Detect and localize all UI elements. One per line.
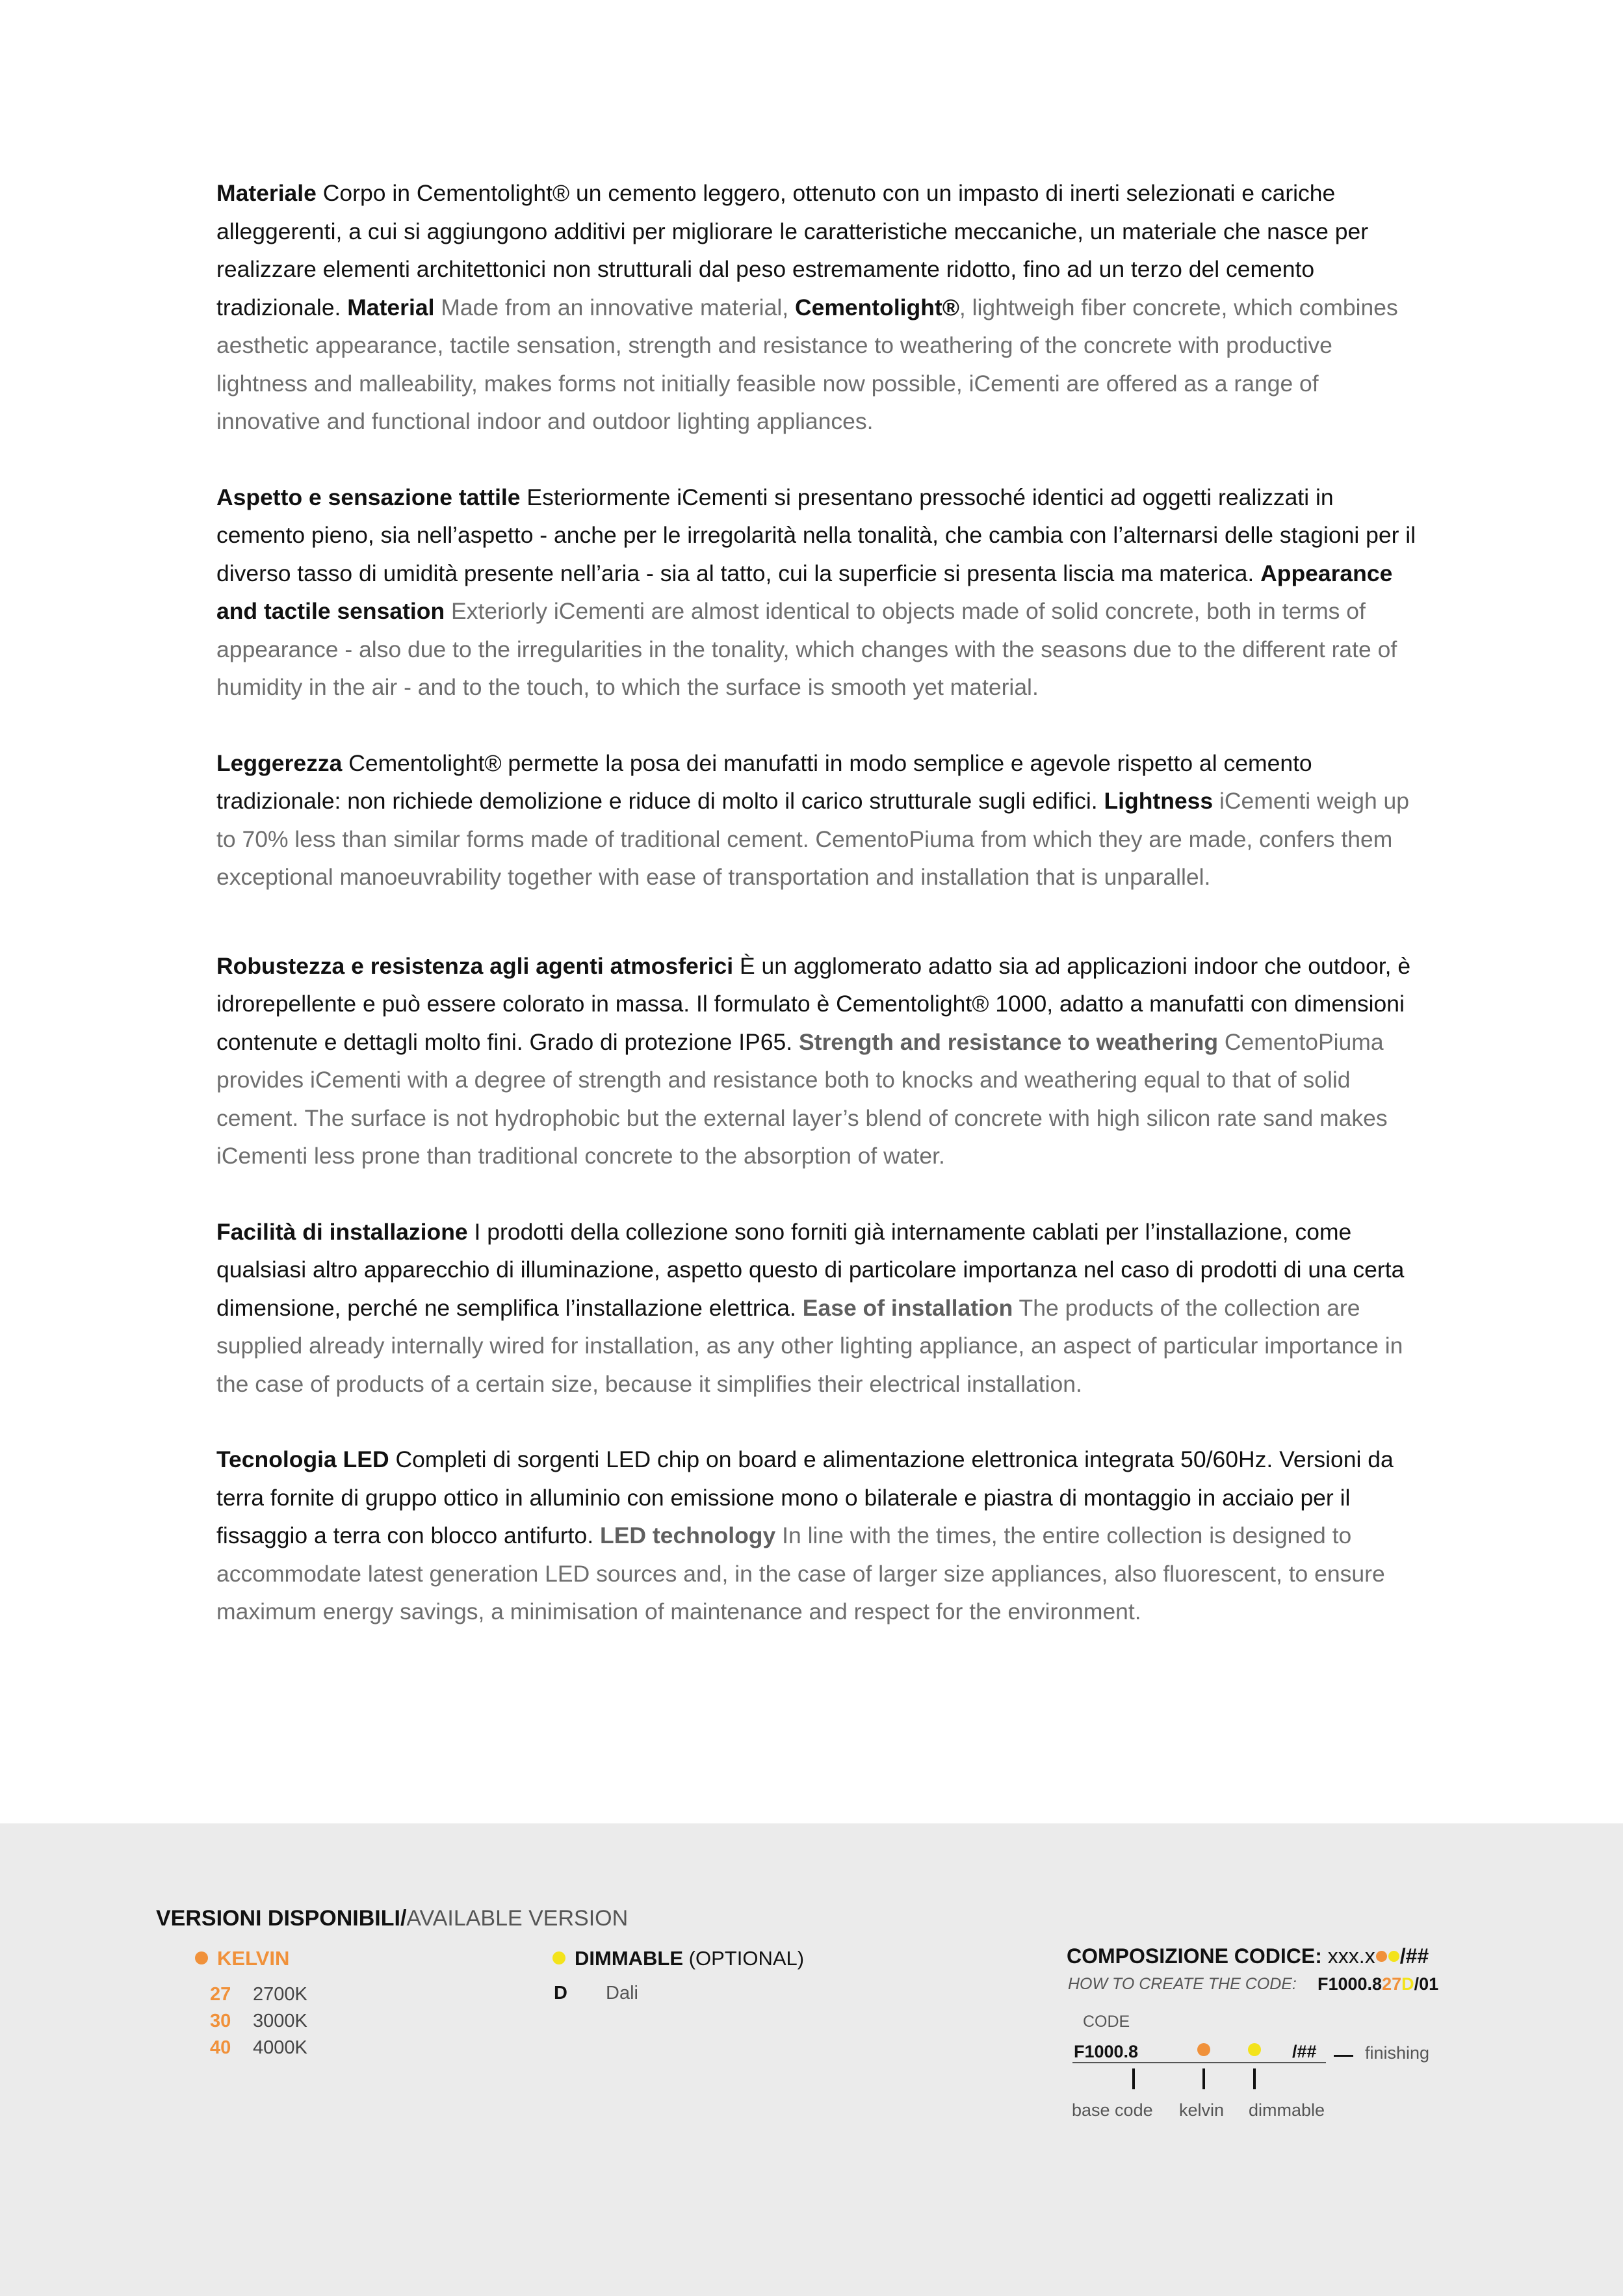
finishing-label: finishing <box>1365 2043 1430 2063</box>
versions-title <box>156 1906 628 1931</box>
paragraph-text-en: Made from an innovative material, <box>441 294 789 320</box>
paragraph-heading-en: Lightness <box>1104 788 1214 814</box>
paragraph-text-it: Esteriormente iCementi si presentano pressoché identici ad oggetti realizzati in cemento pieno, sia nell’aspetto - anche per le irregolarità nella tonalità, che cambia con l’alternarsi delle stagioni per il diverso tasso di umidità presente nell’aria - sia al tatto, cui la superficie si presenta liscia ma materica. <box>216 484 1416 586</box>
dimmable-value: Dali <box>606 1983 638 2003</box>
finishing-dash <box>1334 2055 1353 2057</box>
paragraph-text-en-continued: , lightweigh fiber concrete, which combines aesthetic appearance, tactile sensation, strength and resistance to weathering of the concrete with productive lightness and malleability, makes forms not initially feasible now possible, iCementi are offered as a range of innovative and functional indoor and outdoor lighting appliances. <box>216 294 1398 434</box>
paragraph-bold-en: Cementolight® <box>794 294 959 320</box>
paragraph-heading-en: Strength and resistance to weathering <box>798 1028 1219 1055</box>
versions-title-sub: AVAILABLE VERSION <box>406 1906 629 1931</box>
code-example-kelvin: 27 <box>1382 1974 1402 1994</box>
paragraph-heading-it: Aspetto e sensazione tattile <box>216 484 521 510</box>
kelvin-row <box>210 2037 307 2059</box>
code-example-dimmable: D <box>1401 1974 1414 1994</box>
paragraph-appearance <box>216 478 1419 707</box>
dimmable-heading-label: DIMMABLE <box>575 1947 684 1970</box>
code-dimmable-slot <box>1248 2043 1261 2056</box>
code-composition-title <box>1067 1944 1429 1968</box>
dimmable-heading-suffix: (OPTIONAL) <box>688 1947 805 1970</box>
dimmable-heading <box>552 1947 804 1970</box>
code-composition-subtitle: HOW TO CREATE THE CODE: <box>1068 1975 1297 1993</box>
code-kelvin-slot <box>1197 2043 1210 2056</box>
code-composition-title-label: COMPOSIZIONE CODICE: <box>1067 1944 1322 1968</box>
paragraph-text-en: In line with the times, the entire collection is designed to accommodate latest generation LED sources and, in the case of larger size appliances, also fluorescent, to ensure maximum energy savings, a minimisation of maintenance and respect for the environment. <box>216 1522 1385 1624</box>
code-example-base: F1000.8 <box>1318 1974 1383 1994</box>
paragraph-text-en: CementoPiuma provides iCementi with a degree of strength and resistance both to knocks and weathering equal to that of solid cement. The surface is not hydrophobic but the external layer’s blend of concrete with high silicon rate sand makes iCementi less prone than traditional concrete to the absorption of water. <box>216 1028 1388 1169</box>
paragraph-heading-it: Robustezza e resistenza agli agenti atmosferici <box>216 952 734 979</box>
code-base-value: F1000.8 <box>1074 2042 1139 2061</box>
versions-title-main: VERSIONI DISPONIBILI/ <box>156 1906 407 1931</box>
paragraph-text-en: iCementi weigh up to 70% less than similar forms made of traditional cement. CementoPiuma from which they are made, confers them exceptional manoeuvrability together with ease of transportation and installation that is unparallel. <box>216 788 1410 890</box>
yellow-dot-icon <box>1248 2043 1261 2056</box>
code-pattern-suffix: /## <box>1399 1944 1429 1968</box>
dimmable-tick <box>1253 2068 1256 2089</box>
kelvin-value: 2700K <box>253 1984 307 2005</box>
base-code-label: base code <box>1072 2100 1153 2120</box>
paragraph-led-technology <box>216 1441 1419 1631</box>
kelvin-code: 27 <box>210 1984 231 2005</box>
kelvin-value: 3000K <box>253 2011 307 2031</box>
paragraph-heading-it: Tecnologia LED <box>216 1446 389 1472</box>
kelvin-label: kelvin <box>1179 2100 1225 2120</box>
paragraph-material <box>216 174 1419 441</box>
main-content <box>216 174 1419 1631</box>
kelvin-tick <box>1202 2068 1205 2089</box>
kelvin-code: 30 <box>210 2011 231 2031</box>
orange-dot-icon <box>1197 2043 1210 2056</box>
kelvin-code: 40 <box>210 2037 231 2058</box>
orange-dot-icon <box>195 1951 208 1964</box>
kelvin-heading <box>195 1947 289 1970</box>
kelvin-heading-label: KELVIN <box>217 1947 290 1970</box>
paragraph-text-en: The products of the collection are supplied already internally wired for installation, as any other lighting appliance, an aspect of particular importance in the case of products of a certain size, because it simplifies their electrical installation. <box>216 1294 1403 1397</box>
yellow-dot-icon <box>552 1951 565 1964</box>
available-versions-panel <box>0 1823 1623 2296</box>
code-underline <box>1072 2062 1326 2063</box>
dimmable-label: dimmable <box>1249 2100 1325 2120</box>
paragraph-strength <box>216 947 1419 1175</box>
code-finishing-slot: /## <box>1292 2042 1317 2061</box>
code-label: CODE <box>1083 2013 1130 2031</box>
code-example <box>1318 1974 1438 1994</box>
dimmable-code: D <box>554 1983 567 2003</box>
dimmable-row <box>554 1983 638 2004</box>
orange-dot-icon <box>1376 1951 1387 1962</box>
paragraph-installation <box>216 1213 1419 1403</box>
paragraph-heading-it: Materiale <box>216 180 317 206</box>
base-code-tick <box>1132 2068 1135 2089</box>
paragraph-text-it: Cementolight® permette la posa dei manufatti in modo semplice e agevole rispetto al cemento tradizionale: non richiede demolizione e riduce di molto il carico strutturale sugli edifici. <box>216 750 1312 814</box>
paragraph-text-it: Corpo in Cementolight® un cemento leggero, ottenuto con un impasto di inerti selezionati e cariche alleggerenti, a cui si aggiungono additivi per migliorare le caratteristiche meccaniche, un materiale che nasce per realizzare elementi architettonici non strutturali dal peso estremamente ridotto, fino ad un terzo del cemento tradizionale. <box>216 180 1369 320</box>
paragraph-heading-en: Appearance and tactile sensation <box>216 560 1393 624</box>
code-pattern-prefix: xxx.x <box>1327 1944 1375 1968</box>
paragraph-text-en: Exteriorly iCementi are almost identical to objects made of solid concrete, both in terms of appearance - also due to the irregularities in the tonality, which changes with the seasons due to the different rate of humidity in the air - and to the touch, to which the surface is smooth yet material. <box>216 598 1397 700</box>
kelvin-row <box>210 1984 307 2005</box>
paragraph-heading-en: LED technology <box>600 1522 776 1548</box>
kelvin-row <box>210 2011 307 2032</box>
kelvin-value: 4000K <box>253 2037 307 2058</box>
paragraph-text-it: Completi di sorgenti LED chip on board e alimentazione elettronica integrata 50/60Hz. Versioni da terra fornite di gruppo ottico in alluminio con emissione mono o bilaterale e piastra di montaggio in acciaio per il fissaggio a terra con blocco antifurto. <box>216 1446 1394 1548</box>
paragraph-lightness <box>216 744 1419 896</box>
paragraph-heading-en: Ease of installation <box>802 1294 1013 1321</box>
yellow-dot-icon <box>1388 1951 1399 1962</box>
paragraph-text-it: I prodotti della collezione sono forniti già internamente cablati per l’installazione, come qualsiasi altro apparecchio di illuminazione, aspetto questo di particolare importanza nel caso di prodotti di una certa dimensione, perché ne semplifica l’installazione elettrica. <box>216 1218 1405 1321</box>
paragraph-heading-it: Leggerezza <box>216 750 343 776</box>
paragraph-heading-it: Facilità di installazione <box>216 1218 468 1245</box>
paragraph-heading-en: Material <box>347 294 435 320</box>
paragraph-text-it: È un agglomerato adatto sia ad applicazioni indoor che outdoor, è idrorepellente e può essere colorato in massa. Il formulato è Cementolight® 1000, adatto a manufatti con dimensioni contenute e dettagli molto fini. Grado di protezione IP65. <box>216 952 1411 1055</box>
code-example-suffix: /01 <box>1414 1974 1439 1994</box>
